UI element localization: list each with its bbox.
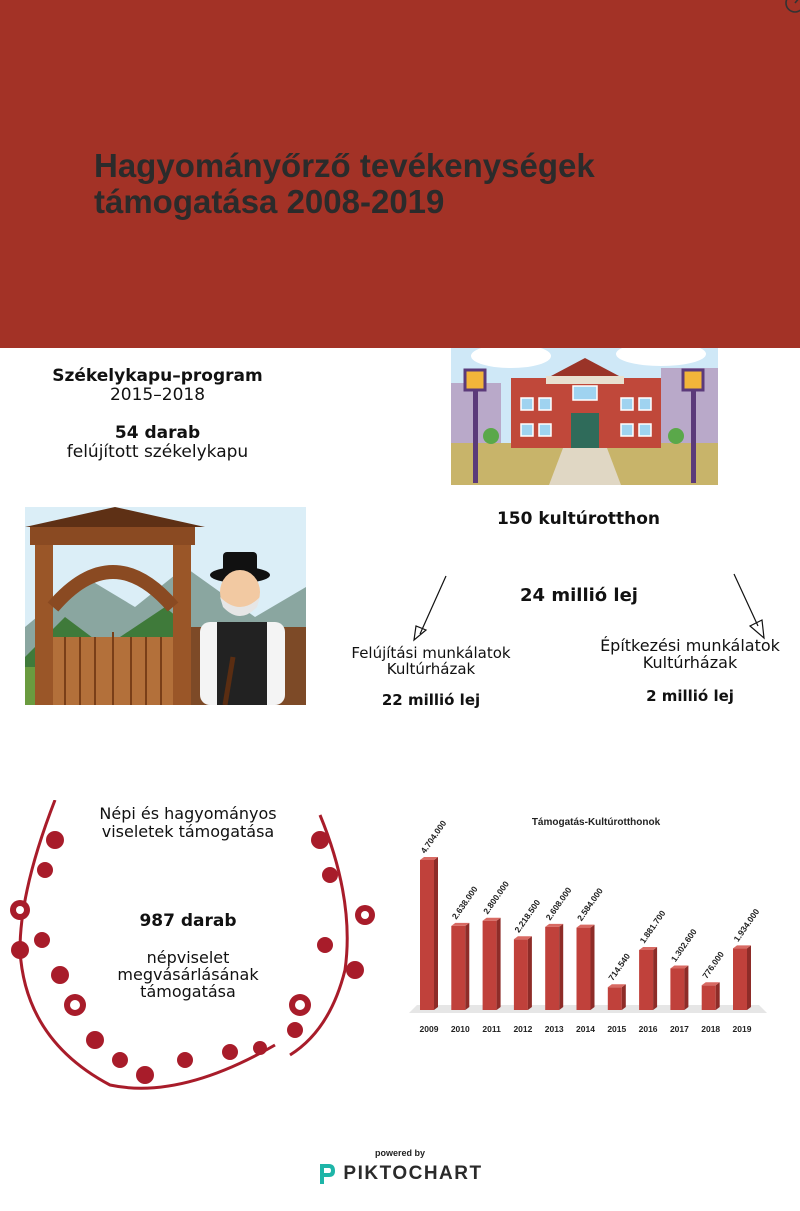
arrow-left-icon xyxy=(408,572,450,644)
piktochart-logo-icon xyxy=(317,1162,337,1186)
chart-value-label-2016: 1.881.700 xyxy=(637,908,668,946)
chart-bar-side-2010 xyxy=(465,923,469,1010)
chart-bar-2017 xyxy=(670,968,684,1010)
chart-category-label-2016: 2016 xyxy=(638,1024,658,1034)
szekelykapu-title: Székelykapu–program xyxy=(52,366,263,386)
construction-label-line2: Kultúrházak xyxy=(642,653,738,672)
chart-category-label-2017: 2017 xyxy=(669,1024,689,1034)
chart-bar-2011 xyxy=(483,921,497,1010)
nepviselet-desc-line3: támogatása xyxy=(140,982,236,1001)
renovation-label-line2: Kultúrházak xyxy=(386,660,476,678)
chart-value-label-2013: 2.608.000 xyxy=(543,885,574,922)
chart-bar-side-2018 xyxy=(716,982,720,1010)
szekelykapu-count: 54 darab xyxy=(114,423,201,443)
nepviselet-desc-line2: megvásárlásának xyxy=(117,965,259,984)
chart-bar-side-2019 xyxy=(747,945,751,1010)
powered-by-label: powered by xyxy=(374,1148,425,1158)
szekelykapu-block xyxy=(40,367,275,462)
chart-bar-side-2012 xyxy=(528,936,532,1010)
chart-bar-2013 xyxy=(545,927,559,1010)
chart-value-label-2009: 4.704.000 xyxy=(418,818,449,856)
chart-category-label-2014: 2014 xyxy=(576,1024,595,1034)
chart-value-label-2017: 1.302.600 xyxy=(668,926,699,964)
szekelykapu-description: felújított székelykapu xyxy=(66,442,249,462)
kulturotthon-total: 24 millió lej xyxy=(520,585,638,606)
chart-title: Támogatás-Kultúrotthonok xyxy=(531,817,661,828)
chart-value-label-2011: 2.800.000 xyxy=(481,879,511,916)
chart-bar-side-2011 xyxy=(497,918,501,1010)
chart-category-label-2011: 2011 xyxy=(482,1024,501,1034)
nepviselet-desc-line1: népviselet xyxy=(146,948,230,967)
chart-bar-side-2015 xyxy=(622,984,626,1010)
chart-bar-2015 xyxy=(608,987,622,1010)
renovation-block xyxy=(335,645,527,708)
support-chart xyxy=(405,808,775,1043)
chart-bar-2009 xyxy=(420,860,434,1010)
page-title-line2: támogatása 2008-2019 xyxy=(94,183,445,220)
nepviselet-title-line2: viseletek támogatása xyxy=(101,822,275,841)
page-title xyxy=(94,148,734,220)
brand-name: PIKTOCHART xyxy=(343,1163,483,1184)
culture-house-illustration xyxy=(451,348,718,485)
chart-bar-2010 xyxy=(451,926,465,1010)
chart-category-label-2010: 2010 xyxy=(450,1024,470,1034)
nepviselet-description xyxy=(98,949,278,1000)
chart-bar-side-2014 xyxy=(591,925,595,1010)
footer xyxy=(300,1148,500,1198)
renovation-label-line1: Felújítási munkálatok xyxy=(351,644,511,662)
chart-bar-2016 xyxy=(639,950,653,1010)
renovation-amount: 22 millió lej xyxy=(381,691,481,709)
chart-bar-side-2017 xyxy=(684,965,688,1010)
nepviselet-title-line1: Népi és hagyományos xyxy=(99,804,277,823)
chart-category-label-2018: 2018 xyxy=(701,1024,721,1034)
construction-block xyxy=(585,637,795,705)
chart-bar-side-2009 xyxy=(434,857,438,1010)
nepviselet-count: 987 darab xyxy=(139,911,237,931)
chart-bar-2019 xyxy=(733,948,747,1010)
chart-bar-side-2013 xyxy=(559,924,563,1010)
chart-bar-2014 xyxy=(577,928,591,1010)
construction-label-line1: Építkezési munkálatok xyxy=(600,636,780,655)
chart-category-label-2013: 2013 xyxy=(544,1024,564,1034)
chart-value-label-2010: 2.638.000 xyxy=(449,884,480,922)
kulturotthon-count: 150 kultúrotthon xyxy=(496,509,661,529)
chart-value-label-2012: 2.218.500 xyxy=(512,897,543,935)
szekelykapu-years: 2015–2018 xyxy=(109,385,206,405)
chart-category-label-2009: 2009 xyxy=(419,1024,439,1034)
nepviselet-title xyxy=(78,805,298,841)
gate-illustration xyxy=(25,507,306,705)
chart-value-label-2018: 776.000 xyxy=(700,949,726,981)
chart-value-label-2019: 1.934.000 xyxy=(731,906,762,944)
chart-category-label-2012: 2012 xyxy=(513,1024,533,1034)
chart-bar-2018 xyxy=(702,985,716,1010)
info-icon[interactable] xyxy=(784,0,800,14)
chart-bar-side-2016 xyxy=(653,947,657,1010)
bar-chart-svg xyxy=(405,808,775,1043)
chart-bar-2012 xyxy=(514,939,528,1010)
brand-logo[interactable] xyxy=(300,1162,500,1186)
construction-amount: 2 millió lej xyxy=(646,687,734,705)
arrow-right-icon xyxy=(728,570,770,642)
chart-value-label-2014: 2.584.000 xyxy=(574,886,605,923)
chart-value-label-2015: 714.540 xyxy=(606,951,633,983)
chart-category-label-2015: 2015 xyxy=(607,1024,627,1034)
page-title-line1: Hagyományőrző tevékenységek xyxy=(94,147,595,184)
chart-category-label-2019: 2019 xyxy=(732,1024,752,1034)
